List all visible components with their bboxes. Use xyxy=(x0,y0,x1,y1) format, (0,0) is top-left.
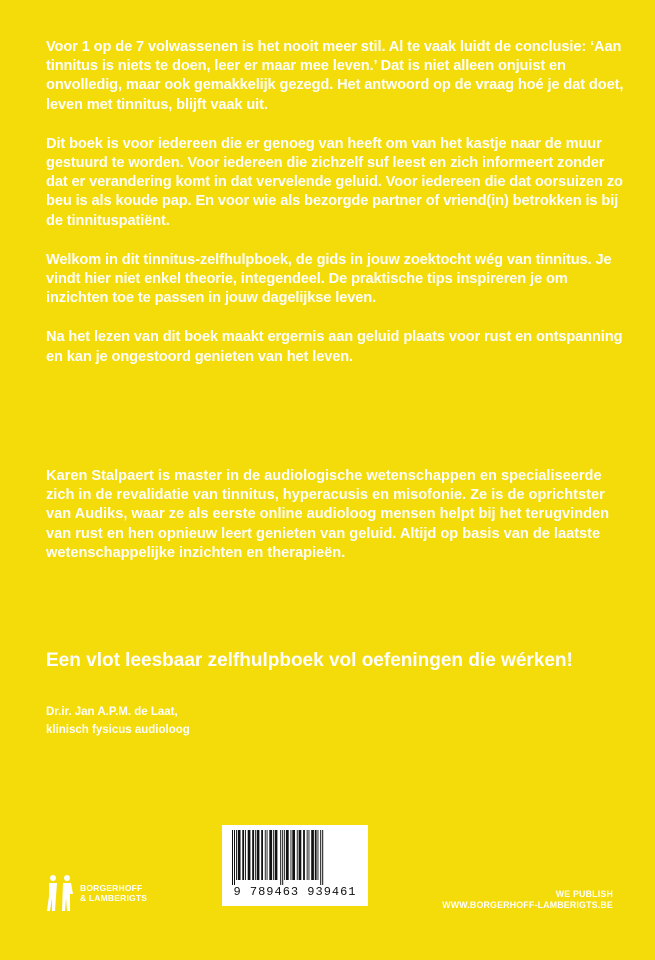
publisher-web xyxy=(442,889,613,911)
author-bio: Karen Stalpaert is master in de audiologische wetenschappen en specialiseerde zich in de revalidatie van tinnitus, hyperacusis en misofonie. Ze is de oprichtster van Audiks, waar ze als eerste online audioloog mensen helpt bij het terugvinden van rust en hen opnieuw leert genieten van geluid. Altijd op basis van de laatste wetenschappelijke inzichten en therapieën. xyxy=(46,468,610,561)
barcode-bar xyxy=(273,830,274,880)
barcode-bar xyxy=(299,830,302,880)
barcode-bar xyxy=(307,830,308,880)
barcode-bar xyxy=(275,830,278,880)
blurb-paragraph-1: Voor 1 op de 7 volwassenen is het nooit meer stil. Al te vaak luidt de conclusie: ‘Aan tinnitus is niets te doen, leer er maar mee leven.’ Dat is niet alleen onjuist en onvolledig, maar ook gemakkelijk gezegd. Het antwoord op de vraag hoé je dat doet, leven met tinnitus, blijft vaak uit. xyxy=(46,39,624,113)
quote-author-title: klinisch fysicus audioloog xyxy=(46,724,190,736)
barcode-bars xyxy=(230,830,360,885)
barcode-bar xyxy=(248,830,251,880)
barcode-bar xyxy=(284,830,285,880)
barcode-bar xyxy=(318,830,319,880)
cover-blurb xyxy=(46,38,626,387)
publisher-name-line2: & LAMBERIGTS xyxy=(80,893,148,903)
barcode-bar xyxy=(242,830,244,880)
endorsement-quote: Een vlot leesbaar zelfhulpboek vol oefeningen die wérken! xyxy=(46,650,573,671)
barcode-bar xyxy=(320,830,321,885)
barcode-bar xyxy=(282,830,283,885)
barcode-bar xyxy=(255,830,256,880)
barcode-bar xyxy=(238,830,241,880)
barcode-bar xyxy=(232,830,233,885)
barcode-bar xyxy=(322,830,323,885)
barcode-bar xyxy=(252,830,254,880)
barcode-bar xyxy=(261,830,263,880)
barcode-bar xyxy=(291,830,292,880)
publisher-name xyxy=(80,883,147,903)
blurb-paragraph-2: Dit boek is voor iedereen die er genoeg van heeft om van het kastje naar de muur gestuurd te worden. Voor iedereen die zichzelf suf leest en zich informeert zonder dat er verandering komt in dat vervelende geluid. Voor iedereen die dat oorsuizen zo beu is als koude pap. En voor wie als bezorgde partner of vriend(in) betrokken is bij de tinnituspatiënt. xyxy=(46,135,623,229)
isbn-barcode xyxy=(222,825,368,906)
barcode-bar xyxy=(265,830,266,880)
barcode-bar xyxy=(269,830,272,880)
barcode-bar xyxy=(315,830,317,880)
quote-author: Dr.ir. Jan A.P.M. de Laat, xyxy=(46,706,178,718)
barcode-bar xyxy=(280,830,281,885)
barcode-bar xyxy=(292,830,295,880)
publisher-name-line1: BORGERHOFF xyxy=(80,883,143,893)
barcode-bar xyxy=(267,830,268,880)
barcode-bar xyxy=(297,830,298,880)
publisher-website: WWW.BORGERHOFF-LAMBERIGTS.BE xyxy=(442,900,613,910)
barcode-bar xyxy=(286,830,289,880)
blurb-paragraph-3: Welkom in dit tinnitus-zelfhulpboek, de gids in jouw zoektocht wég van tinnitus. Je vindt hier niet enkel theorie, integendeel. De praktische tips inspireren je om inzichten toe te passen in jouw dagelijkse leven. xyxy=(46,251,612,307)
barcode-bar xyxy=(236,830,237,880)
quote-attribution xyxy=(46,703,446,739)
barcode-bar xyxy=(311,830,314,880)
barcode-digits: 9 789463 939461 xyxy=(233,885,357,899)
barcode-bar xyxy=(257,830,260,880)
barcode-bar xyxy=(245,830,246,880)
publisher-tagline: WE PUBLISH xyxy=(555,889,613,899)
two-figures-logo-icon xyxy=(44,874,76,912)
blurb-paragraph-4: Na het lezen van dit boek maakt ergernis aan geluid plaats voor rust en ontspanning en kan je ongestoord genieten van het leven. xyxy=(46,329,623,365)
barcode-bar xyxy=(234,830,235,885)
barcode-bar xyxy=(309,830,310,880)
barcode-bar xyxy=(303,830,305,880)
publisher-logo xyxy=(44,874,147,912)
